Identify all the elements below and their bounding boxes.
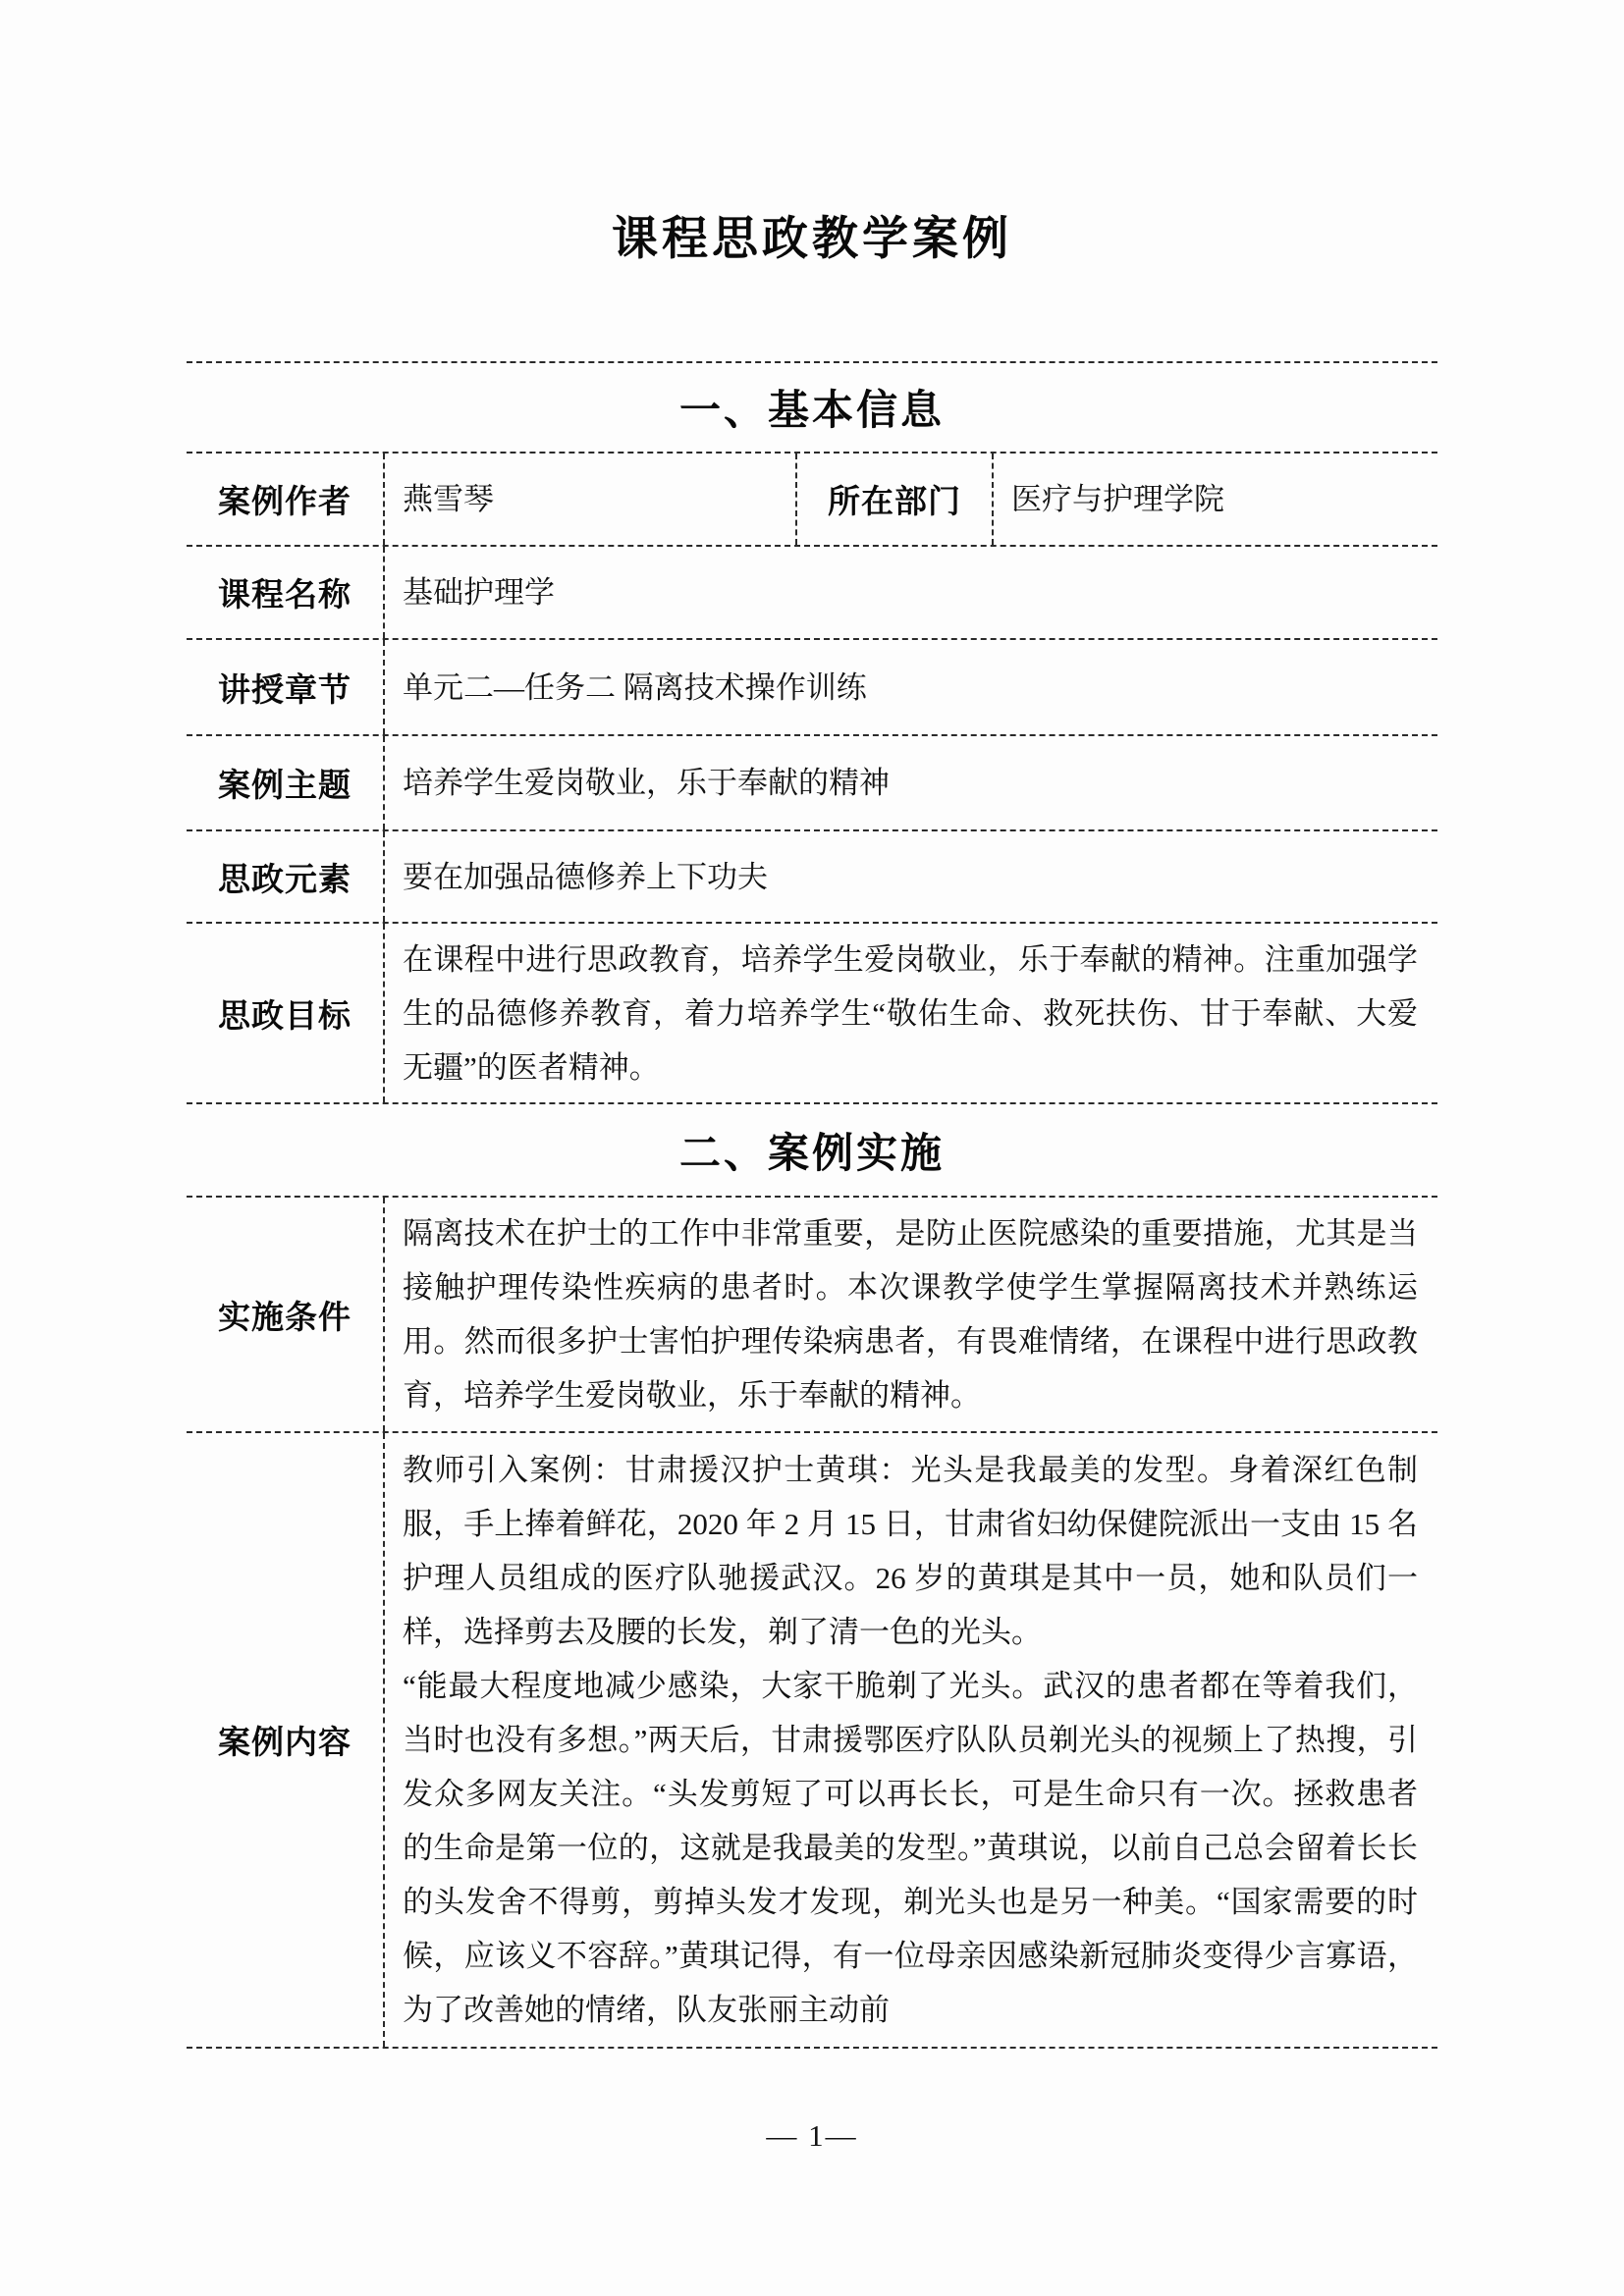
ideology-goal-value: 在课程中进行思政教育，培养学生爱岗敬业，乐于奉献的精神。注重加强学生的品德修养教育，着力培养学生“敬佑生命、救死扶伤、甘于奉献、大爱无疆”的医者精神。	[383, 924, 1437, 1102]
table-row-ideology-element	[187, 829, 1437, 922]
implementation-condition-label: 实施条件	[218, 1298, 352, 1335]
case-content-paragraphs	[403, 1443, 1418, 2037]
course-name-value: 基础护理学	[383, 547, 1437, 638]
case-table	[187, 361, 1437, 2049]
implementation-condition-value: 隔离技术在护士的工作中非常重要，是防止医院感染的重要措施，尤其是当接触护理传染性疾病的患者时。本次课教学使学生掌握隔离技术并熟练运用。然而很多护士害怕护理传染病患者，有畏难情绪，在课程中进行思政教育，培养学生爱岗敬业，乐于奉献的精神。	[383, 1198, 1437, 1431]
chapter-label: 讲授章节	[218, 670, 352, 708]
chapter-value: 单元二—任务二 隔离技术操作训练	[383, 640, 1437, 734]
course-name-label: 课程名称	[218, 576, 352, 613]
author-label: 案例作者	[218, 483, 352, 519]
case-content-label: 案例内容	[218, 1724, 352, 1760]
case-content-paragraph-2: “能最大程度地减少感染，大家干脆剃了光头。武汉的患者都在等着我们，当时也没有多想。”两天后，甘肃援鄂医疗队队员剃光头的视频上了热搜，引发众多网友关注。“头发剪短了可以再长长，可是生命只有一次。拯救患者的生命是第一位的，这就是我最美的发型。”黄琪说，以前自己总会留着长长的头发舍不得剪，剪掉头发才发现，剃光头也是另一种美。“国家需要的时候，应该义不容辞。”黄琪记得，有一位母亲因感染新冠肺炎变得少言寡语，为了改善她的情绪，队友张丽主动前	[403, 1669, 1418, 2027]
ideology-element-value: 要在加强品德修养上下功夫	[383, 831, 1437, 922]
table-row-implementation-condition	[187, 1196, 1437, 1431]
ideology-element-label: 思政元素	[218, 860, 352, 897]
table-row-case-theme	[187, 734, 1437, 829]
case-theme-label: 案例主题	[218, 767, 352, 803]
table-row-case-content	[187, 1431, 1437, 2049]
case-theme-value: 培养学生爱岗敬业，乐于奉献的精神	[383, 736, 1437, 829]
doc-title: 课程思政教学案例	[612, 212, 1012, 264]
department-label: 所在部门	[795, 454, 992, 545]
section-heading-implementation: 二、案例实施	[187, 1102, 1437, 1196]
table-row-course-name	[187, 545, 1437, 638]
table-row-chapter	[187, 638, 1437, 734]
table-row-ideology-goal	[187, 922, 1437, 1102]
page-number: — 1—	[766, 2118, 858, 2153]
case-content-paragraph-1: 教师引入案例：甘肃援汉护士黄琪：光头是我最美的发型。身着深红色制服，手上捧着鲜花，2020 年 2 月 15 日，甘肃省妇幼保健院派出一支由 15 名护理人员组成的医疗队驰援武汉。26 岁的黄琪是其中一员，她和队员们一样，选择剪去及腰的长发，剃了清一色的光头。	[403, 1453, 1418, 1649]
department-value: 医疗与护理学院	[992, 454, 1437, 545]
ideology-goal-label: 思政目标	[218, 996, 352, 1034]
author-value: 燕雪琴	[383, 454, 795, 545]
case-content-value	[383, 1433, 1437, 2047]
table-row-author-department	[187, 452, 1437, 545]
section-heading-basic-info: 一、基本信息	[187, 361, 1437, 452]
